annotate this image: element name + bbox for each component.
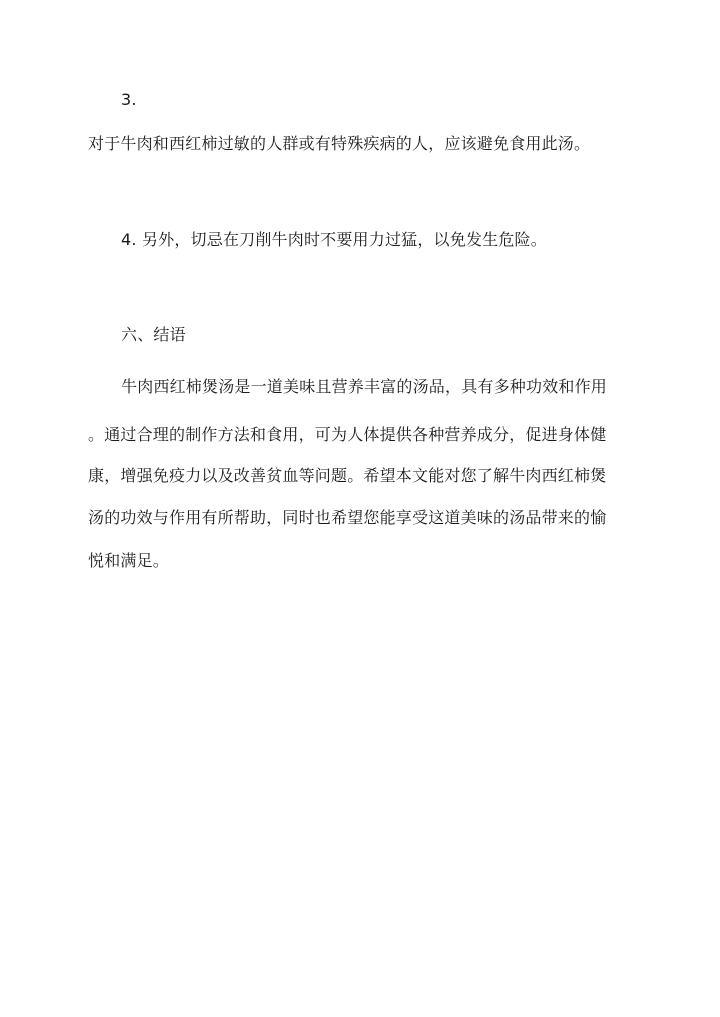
- conclusion-line-2: 。通过合理的制作方法和食用，可为人体提供各种营养成分，促进身体健: [88, 425, 607, 444]
- conclusion-line-4: 汤的功效与作用有所帮助，同时也希望您能享受这道美味的汤品带来的愉: [88, 508, 607, 527]
- conclusion-line-3: 康，增强免疫力以及改善贫血等问题。希望本文能对您了解牛肉西红柿煲: [88, 466, 607, 485]
- item-3-number: 3.: [121, 90, 137, 109]
- item-4-text: 4. 另外，切忌在刀削牛肉时不要用力过猛，以免发生危险。: [121, 230, 547, 249]
- section-heading-conclusion: 六、结语: [121, 325, 186, 344]
- conclusion-line-5: 悦和满足。: [88, 551, 170, 570]
- item-3-text: 对于牛肉和西红柿过敏的人群或有特殊疾病的人，应该避免食用此汤。: [88, 134, 591, 153]
- conclusion-line-1: 牛肉西红柿煲汤是一道美味且营养丰富的汤品，具有多种功效和作用: [121, 377, 608, 396]
